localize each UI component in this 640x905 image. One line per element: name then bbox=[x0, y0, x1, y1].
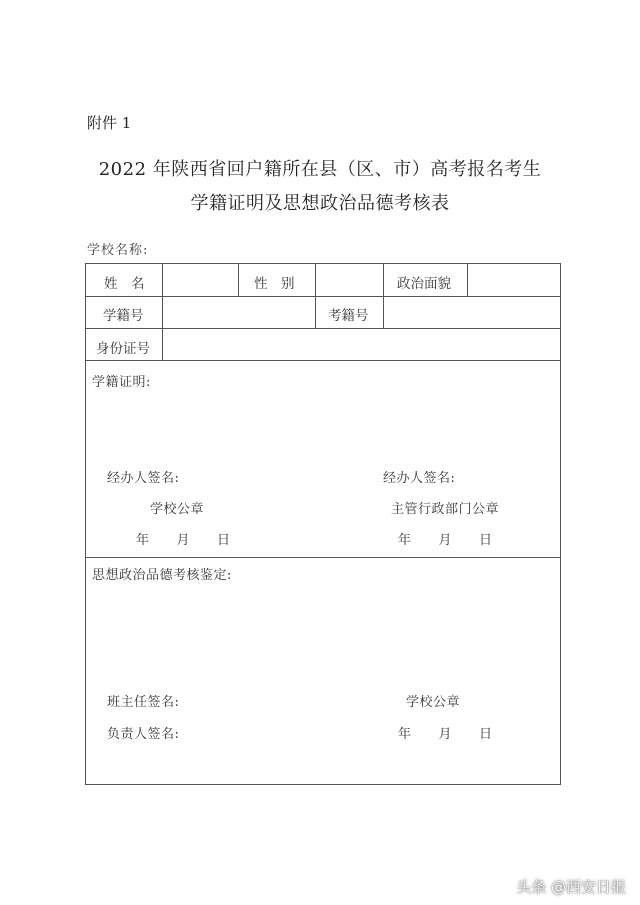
head-teacher-signature-label: 班主任签名: bbox=[107, 695, 180, 710]
form-title-line2: 学籍证明及思想政治品德考核表 bbox=[190, 193, 450, 214]
col-divider bbox=[315, 264, 316, 328]
left-handler-signature-label: 经办人签名: bbox=[107, 471, 180, 486]
row-divider bbox=[86, 328, 560, 329]
school-seal-label: 学校公章 bbox=[150, 502, 205, 517]
left-date-label: 年 月 日 bbox=[136, 533, 231, 548]
form-table bbox=[85, 263, 561, 785]
department-seal-label: 主管行政部门公章 bbox=[391, 502, 500, 517]
form-title-line1: 2022 年陕西省回户籍所在县（区、市）高考报名考生 bbox=[98, 159, 542, 180]
school-name-label: 学校名称: bbox=[87, 243, 149, 258]
right-date-label: 年 月 日 bbox=[398, 533, 493, 548]
col-divider bbox=[467, 264, 468, 296]
row-divider bbox=[86, 296, 560, 297]
col-divider bbox=[162, 264, 163, 360]
row-divider bbox=[86, 360, 560, 361]
id-number-label: 身份证号 bbox=[96, 341, 150, 357]
col-divider bbox=[383, 264, 384, 328]
gender-label: 性 别 bbox=[254, 276, 295, 292]
moral-date-label: 年 月 日 bbox=[398, 727, 493, 742]
student-number-label: 学籍号 bbox=[103, 308, 144, 324]
col-divider bbox=[238, 264, 239, 296]
name-label: 姓 名 bbox=[104, 276, 145, 292]
moral-assessment-heading: 思想政治品德考核鉴定: bbox=[92, 568, 232, 583]
attachment-label: 附件 1 bbox=[87, 114, 132, 132]
right-handler-signature-label: 经办人签名: bbox=[383, 471, 456, 486]
principal-signature-label: 负责人签名: bbox=[107, 727, 180, 742]
section-divider bbox=[86, 557, 560, 558]
source-watermark: 头条 @西安日报 bbox=[516, 878, 626, 896]
political-status-label: 政治面貌 bbox=[397, 276, 451, 292]
student-status-heading: 学籍证明: bbox=[92, 375, 151, 390]
exam-number-label: 考籍号 bbox=[328, 308, 369, 324]
moral-school-seal-label: 学校公章 bbox=[406, 695, 461, 710]
